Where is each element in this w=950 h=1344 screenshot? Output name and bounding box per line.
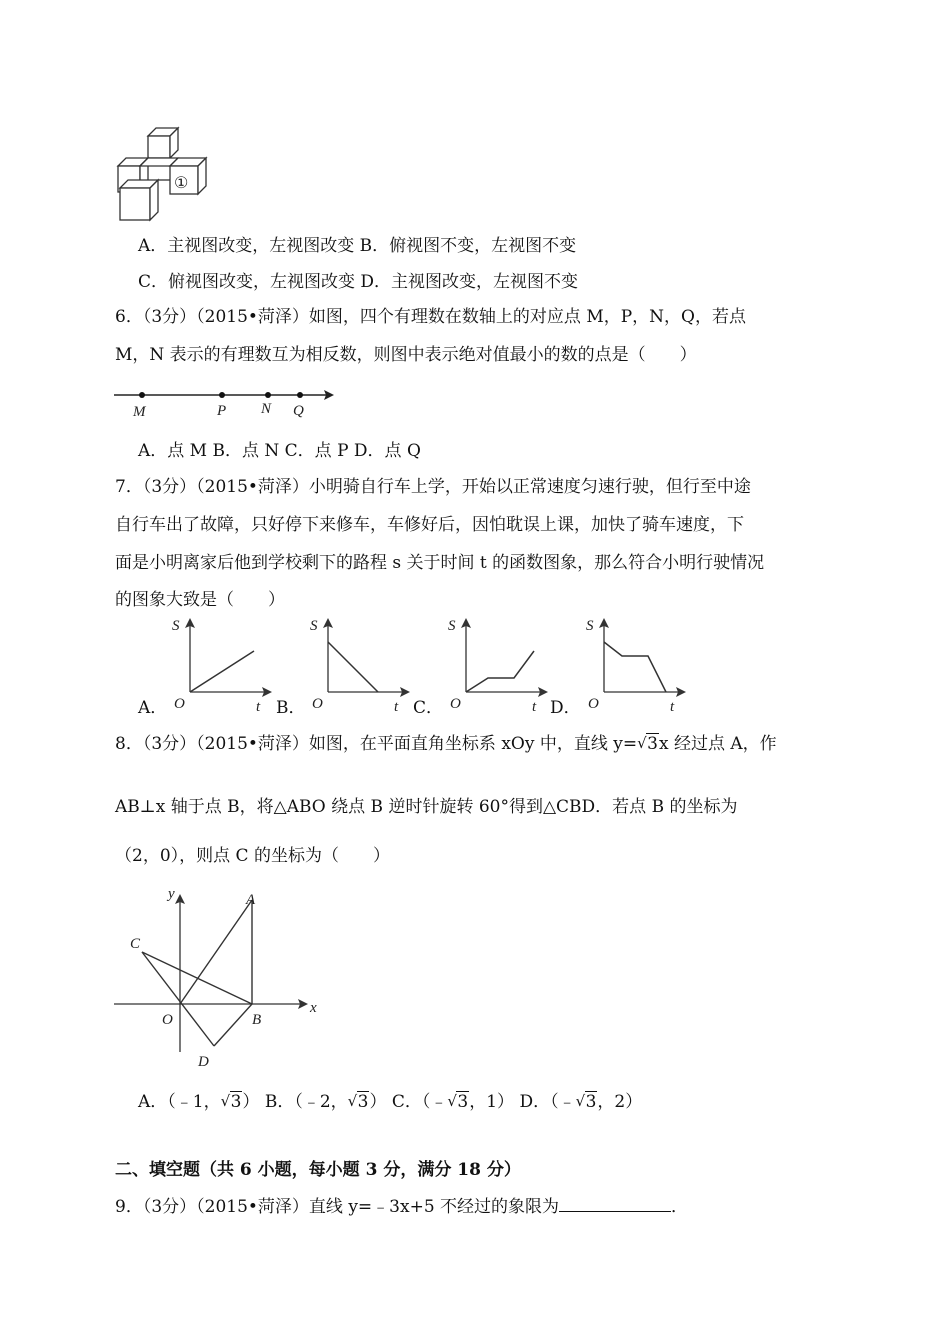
graph-a-o: O [174,696,185,712]
label-p: P [217,403,227,419]
q8-options [138,1092,642,1112]
q8-opt-a-root: 3 [230,1092,242,1112]
q8-sqrt-radicand: 3 [647,734,658,754]
q8-opt-a [138,1092,259,1112]
graph-d [582,614,692,718]
q8-opt-d [519,1092,642,1112]
number-line [112,384,340,424]
point-m [139,392,145,398]
q9-end: ． [671,1197,689,1217]
point-n [265,392,271,398]
graph-c-o: O [450,696,461,712]
q7-option-b-label: B． [276,698,306,718]
q8-opt-c-post: ，1） [469,1092,515,1112]
q9-answer-blank[interactable] [559,1197,671,1212]
q8-opt-b-sqrt: √ 3 [347,1092,369,1112]
q8-sqrt: √ 3 [637,734,658,754]
fig-label-x: x [310,1000,317,1016]
q8-opt-a-sqrt: √ 3 [220,1092,242,1112]
label-q: Q [293,403,304,419]
cube-label: ① [174,173,189,192]
graph-d-t: t [670,699,675,715]
q8-opt-b [265,1092,387,1112]
cube-figure [108,124,212,224]
fig-label-b: B [252,1012,262,1028]
q8-opt-d-root: 3 [585,1092,597,1112]
fig-label-d: D [198,1054,209,1070]
point-p [219,392,225,398]
q8-line1-a: 8．（3分）（2015•菏泽）如图，在平面直角坐标系 xOy 中，直线 y= [115,734,638,754]
fig-label-c: C [130,936,141,952]
q5-options-line1: A．主视图改变，左视图改变 B．俯视图不变，左视图不变 [138,236,577,256]
q8-line3: （2，0），则点 C 的坐标为（ ） [115,846,390,866]
q6-line1: 6．（3分）（2015•菏泽）如图，四个有理数在数轴上的对应点 M，P，N，Q，若点 [115,307,746,327]
graph-a-s: S [172,618,180,634]
graph-c-s: S [448,618,456,634]
graph-d-o: O [588,696,599,712]
graph-d-s: S [586,618,594,634]
q8-opt-d-post: ，2） [597,1092,643,1112]
q8-opt-b-root: 3 [357,1092,369,1112]
q8-opt-c-pre: C．（﹣ [391,1092,448,1112]
q7-option-a-label: A． [138,698,168,718]
q8-opt-d-pre: D．（﹣ [519,1092,576,1112]
section-2-title: 二、填空题（共 6 小题，每小题 3 分，满分 18 分） [115,1160,521,1180]
q7-line1: 7．（3分）（2015•菏泽）小明骑自行车上学，开始以正常速度匀速行驶，但行至中途 [115,477,751,497]
q8-opt-d-sqrt: √ 3 [575,1092,597,1112]
q9-line [115,1197,688,1217]
graph-a-t: t [256,699,261,715]
q9-text: 9．（3分）（2015•菏泽）直线 y=﹣3x+5 不经过的象限为 [115,1197,560,1217]
label-m: M [133,404,146,420]
q7-line3: 面是小明离家后他到学校剩下的路程 s 关于时间 t 的函数图象，那么符合小明行驶情况 [115,553,765,573]
fig-label-y: y [168,886,175,902]
graph-a [168,614,278,718]
q7-line4: 的图象大致是（ ） [115,590,285,610]
q6-options: A．点 M B．点 N C．点 P D．点 Q [138,441,421,461]
fig-label-o: O [162,1012,173,1028]
q8-line2: AB⊥x 轴于点 B，将△ABO 绕点 B 逆时针旋转 60°得到△CBD．若点 B 的坐标为 [115,797,738,817]
q5-options-line2: C．俯视图改变，左视图改变 D．主视图改变，左视图不变 [138,272,579,292]
q8-opt-c-sqrt: √ 3 [447,1092,469,1112]
graph-b-o: O [312,696,323,712]
q7-option-d-label: D． [550,698,581,718]
q8-line1-b: x 经过点 A，作 [658,734,777,754]
point-q [297,392,303,398]
graph-b-t: t [394,699,399,715]
graph-b-s: S [310,618,318,634]
q7-line2: 自行车出了故障，只好停下来修车，车修好后，因怕耽误上课，加快了骑车速度，下 [115,515,744,535]
q8-opt-c-root: 3 [457,1092,469,1112]
q8-line1 [115,734,777,754]
label-n: N [261,401,272,417]
q8-opt-c [392,1092,514,1112]
q8-opt-b-post: ） [369,1092,387,1112]
q8-opt-a-post: ） [242,1092,260,1112]
coordinate-figure [110,880,330,1072]
graph-c-t: t [532,699,537,715]
graph-c [444,614,554,718]
q7-option-c-label: C． [413,698,444,718]
q6-line2: M，N 表示的有理数互为相反数，则图中表示绝对值最小的数的点是（ ） [115,345,697,365]
graph-b [306,614,416,718]
q8-opt-b-pre: B．（﹣2， [264,1092,348,1112]
fig-label-a: A [246,892,256,908]
q8-opt-a-pre: A．（﹣1， [138,1092,221,1112]
